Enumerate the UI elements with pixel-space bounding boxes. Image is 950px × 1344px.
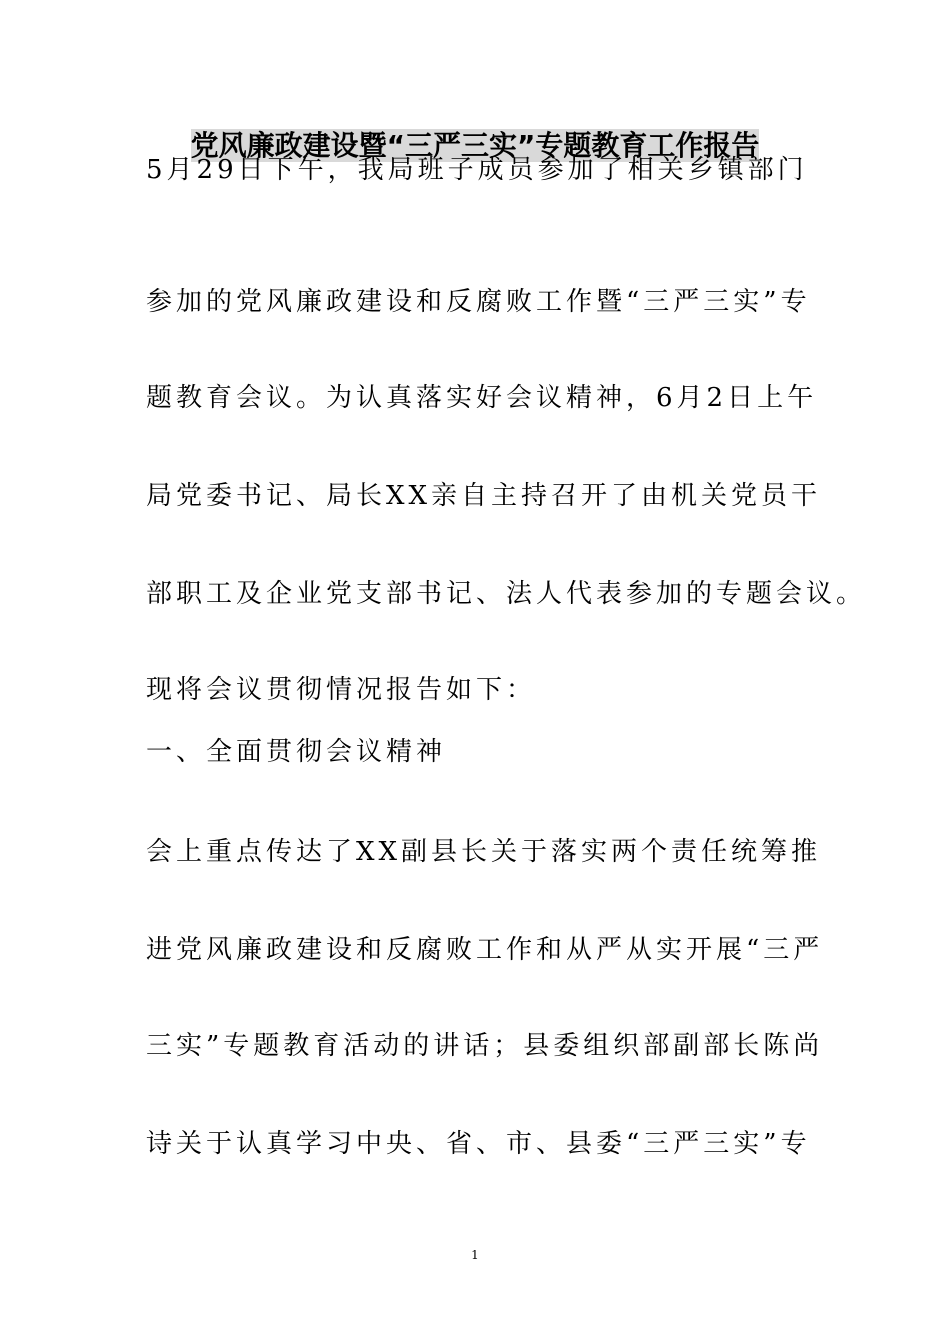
body-line-9: 三实”专题教育活动的讲话；县委组织部副部长陈尚 bbox=[146, 1031, 824, 1061]
body-line-10: 诗关于认真学习中央、省、市、县委“三严三实”专 bbox=[146, 1129, 811, 1159]
body-line-3: 题教育会议。为认真落实好会议精神，6月2日上午 bbox=[146, 383, 818, 413]
body-line-2: 参加的党风廉政建设和反腐败工作暨“三严三实”专 bbox=[146, 287, 811, 317]
body-line-1: 5月29日下午，我局班子成员参加了相关乡镇部门 bbox=[146, 155, 808, 185]
page-number: 1 bbox=[471, 1248, 479, 1262]
document-title-text: 党风廉政建设暨“三严三实”专题教育工作报告 bbox=[190, 129, 760, 162]
section-heading-1: 一、全面贯彻会议精神 bbox=[146, 737, 447, 767]
body-line-5: 部职工及企业党支部书记、法人代表参加的专题会议。 bbox=[146, 579, 867, 609]
body-line-8: 进党风廉政建设和反腐败工作和从严从实开展“三严 bbox=[146, 935, 824, 965]
body-line-6: 现将会议贯彻情况报告如下： bbox=[146, 675, 537, 705]
body-line-7: 会上重点传达了XX副县长关于落实两个责任统筹推 bbox=[146, 837, 822, 867]
body-line-4: 局党委书记、局长XX亲自主持召开了由机关党员干 bbox=[146, 481, 822, 511]
